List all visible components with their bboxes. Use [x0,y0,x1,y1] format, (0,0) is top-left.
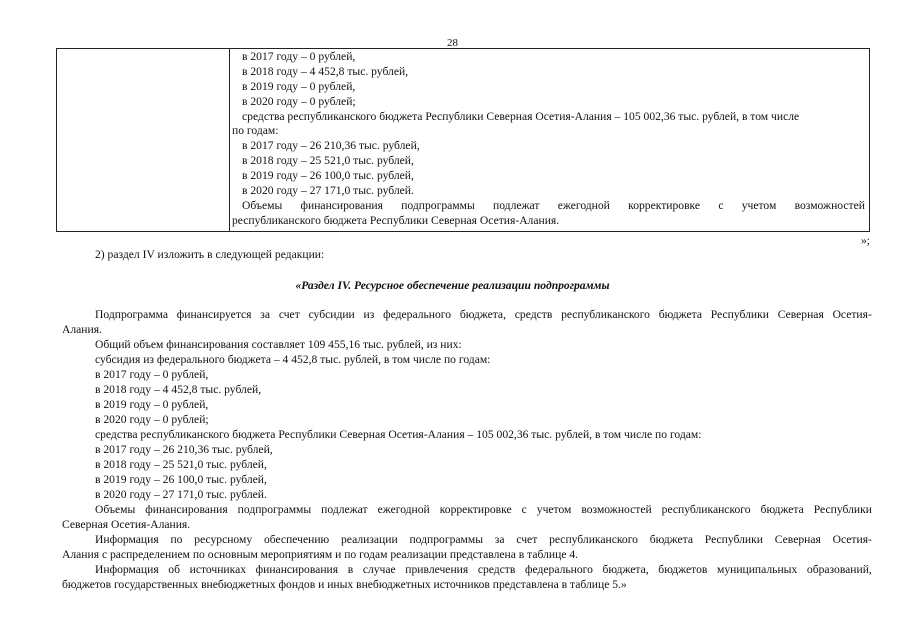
justified-word: возможностей [581,503,652,516]
justified-word: обеспечению [263,533,330,546]
justified-word: корректировке [439,503,512,516]
justified-word: образований, [806,563,872,576]
justified-word: подпрограммы [401,199,475,212]
funding-table [56,48,870,232]
justified-word: счет [516,533,538,546]
justified-word: бюджета [760,503,804,516]
justified-word: Осетия- [832,308,872,321]
justified-word: бюджета, [602,563,649,576]
cell-federal-year-2017: в 2017 году – 0 рублей, [242,50,356,63]
page-number: 28 [447,37,458,49]
justified-word: бюджетов [658,563,708,576]
cell-regional-funds-line1: средства республиканского бюджета Республики Северная Осетия-Алания – 105 002,36 тыс. рублей, в том числе [242,110,800,123]
justified-word: подпрограммы [237,503,312,516]
justified-word: за [260,308,271,321]
body-regional-2020: в 2020 году – 27 171,0 тыс. рублей. [95,488,267,501]
justified-word: Северная [774,533,821,546]
justified-word: финансируется [176,308,252,321]
cell-federal-year-2020: в 2020 году – 0 рублей; [242,95,356,108]
justified-word: федерального [524,563,593,576]
justified-word: возможностей [794,199,865,212]
justified-word: Северная [777,308,824,321]
justified-word: Подпрограмма [95,308,168,321]
body-info1-line1 [95,532,872,547]
justified-word: об [168,563,180,576]
item-2-instruction: 2) раздел IV изложить в следующей редакции: [95,248,325,261]
cell-regional-funds-line2: по годам: [232,124,279,137]
body-info1-line2: Алания с распределением по основным мероприятиям и по годам реализации представлена в таблице 4. [62,548,579,561]
justified-word: из [363,308,375,321]
closing-quote: »; [861,234,871,247]
body-adjustment-line1 [95,502,872,517]
body-subsidy-2018: в 2018 году – 4 452,8 тыс. рублей, [95,383,262,396]
justified-word: субсидии [308,308,355,321]
justified-word: корректировке [628,199,701,212]
justified-word: Республики [813,503,872,516]
justified-word: республиканского [561,308,650,321]
justified-word: источниках [189,563,247,576]
body-regional-2019: в 2019 году – 26 100,0 тыс. рублей, [95,473,267,486]
justified-word: муниципальных [716,563,798,576]
justified-word: с [718,199,724,212]
justified-word: финансирования [300,199,383,212]
cell-federal-year-2018: в 2018 году – 4 452,8 тыс. рублей, [242,65,409,78]
justified-word: подлежат [321,503,368,516]
justified-word: Объемы [242,199,283,212]
justified-word: случае [362,563,396,576]
justified-word: Информация [95,533,159,546]
justified-word: подлежат [493,199,540,212]
justified-word: Осетия- [832,533,872,546]
body-info2-line1 [95,562,872,577]
justified-word: средств [477,563,516,576]
table-column-divider [229,49,230,231]
justified-word: Информация [95,563,159,576]
cell-regional-year-2017: в 2017 году – 26 210,36 тыс. рублей, [242,139,420,152]
justified-word: бюджета [649,533,693,546]
body-p1-line2: Алания. [62,323,102,336]
justified-word: учетом [536,503,572,516]
justified-word: средств [514,308,553,321]
justified-word: учетом [741,199,777,212]
justified-word: федерального [383,308,452,321]
justified-word: счет [278,308,300,321]
justified-word: Республики [704,533,763,546]
body-info2-line2: бюджетов государственных внебюджетных фондов и иных внебюджетных источников представлена в таблице 5.» [62,578,627,591]
justified-word: за [494,533,505,546]
body-subsidy-2017: в 2017 году – 0 рублей, [95,368,209,381]
body-adjustment-line2: Северная Осетия-Алания. [62,518,191,531]
justified-word: финансирования [255,563,339,576]
body-total: Общий объем финансирования составляет 109 455,16 тыс. рублей, из них: [95,338,462,351]
justified-word: подпрограммы [409,533,483,546]
justified-word: реализации [340,533,398,546]
justified-word: в [347,563,354,576]
justified-word: бюджета [658,308,702,321]
justified-word: Республики [710,308,769,321]
justified-word: с [521,503,527,516]
justified-word: по [170,533,183,546]
justified-word: бюджета, [459,308,506,321]
justified-word: ресурсному [194,533,253,546]
body-subsidy-2019: в 2019 году – 0 рублей, [95,398,209,411]
cell-federal-year-2019: в 2019 году – 0 рублей, [242,80,356,93]
justified-word: привлечения [405,563,469,576]
cell-regional-year-2019: в 2019 году – 26 100,0 тыс. рублей, [242,169,414,182]
body-subsidy-2020: в 2020 году – 0 рублей; [95,413,209,426]
body-p1-line1 [95,307,872,322]
justified-word: ежегодной [377,503,430,516]
cell-regional-year-2020: в 2020 году – 27 171,0 тыс. рублей. [242,184,414,197]
body-regional-2018: в 2018 году – 25 521,0 тыс. рублей, [95,458,267,471]
body-regional-2017: в 2017 году – 26 210,36 тыс. рублей, [95,443,273,456]
justified-word: республиканского [549,533,638,546]
cell-regional-year-2018: в 2018 году – 25 521,0 тыс. рублей, [242,154,414,167]
justified-word: финансирования [145,503,228,516]
justified-word: ежегодной [557,199,610,212]
justified-word: республиканского [661,503,751,516]
section-heading: «Раздел IV. Ресурсное обеспечение реализации подпрограммы [295,279,610,292]
justified-word: Объемы [95,503,136,516]
cell-adjustment-line2: республиканского бюджета Республики Северная Осетия-Алания. [232,214,560,227]
body-regional: средства республиканского бюджета Республики Северная Осетия-Алания – 105 002,36 тыс. рублей, в том числе по годам: [95,428,702,441]
cell-adjustment-line1 [232,199,865,213]
body-subsidy: субсидия из федерального бюджета – 4 452,8 тыс. рублей, в том числе по годам: [95,353,491,366]
